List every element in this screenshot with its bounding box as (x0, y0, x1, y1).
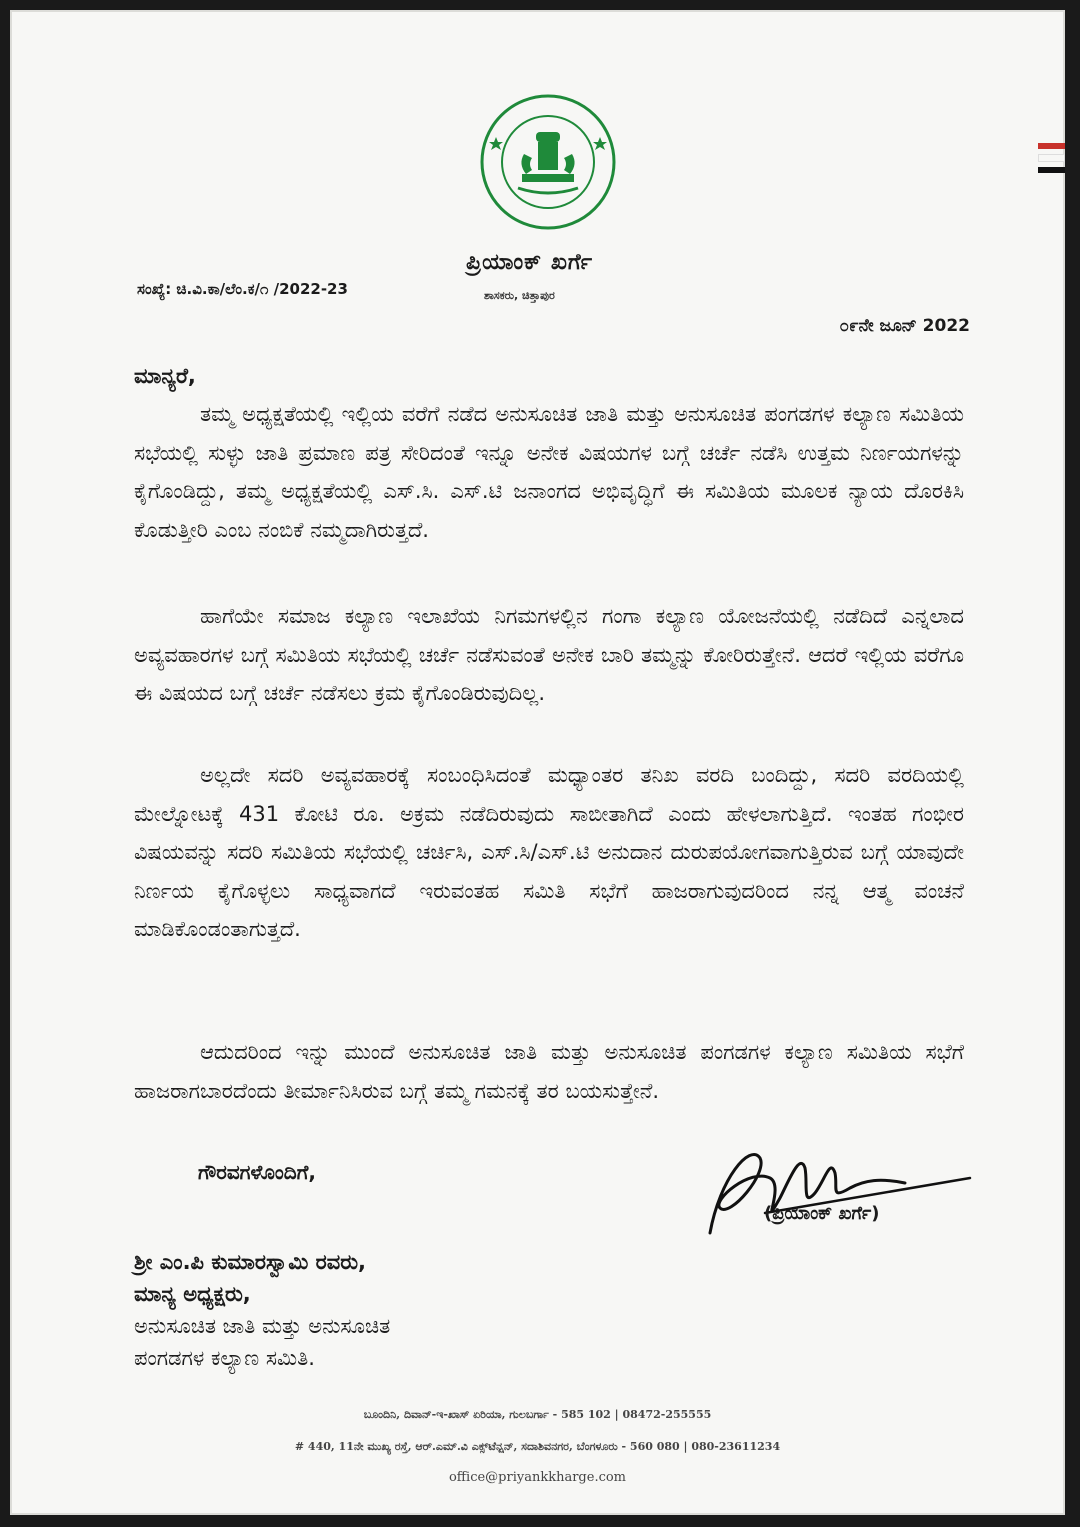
letter-page (10, 10, 1065, 1515)
assembly-emblem-icon (478, 92, 618, 232)
addressee-line: ಮಾನ್ಯ ಅಧ್ಯಕ್ಷರು, (134, 1282, 251, 1306)
addressee-line: ಶ್ರೀ ಎಂ.ಪಿ ಕುಮಾರಸ್ವಾಮಿ ರವರು, (134, 1250, 367, 1274)
footer-address-2: # 440, 11ನೇ ಮುಖ್ಯ ರಸ್ತೆ, ಆರ್.ಎಮ್.ವಿ ಎಕ್ಸ್‌ಟೆನ್ಷನ್, ಸದಾಶಿವನಗರ, ಬೆಂಗಳೂರು - 560 080 | 080-23611234 (294, 1440, 781, 1453)
closing-line: ಗೌರವಗಳೊಂದಿಗೆ, (198, 1160, 316, 1184)
letter-date: ೦೯ನೇ ಜೂನ್ 2022 (839, 316, 970, 336)
body-paragraph-3: ಅಲ್ಲದೇ ಸದರಿ ಅವ್ಯವಹಾರಕ್ಕೆ ಸಂಬಂಧಿಸಿದಂತೆ ಮಧ್ಯಾಂತರ ತನಿಖ ವರದಿ ಬಂದಿದ್ದು, ಸದರಿ ವರದಿಯಲ್ಲಿ ಮೇಲ್ನೋಟಕ್ಕೆ 431 ಕೋಟಿ ರೂ. ಅಕ್ರಮ ನಡೆದಿರುವುದು ಸಾಬೀತಾಗಿದೆ ಎಂದು ಹೇಳಲಾಗುತ್ತಿದೆ. ಇಂತಹ ಗಂಭೀರ ವಿಷಯವನ್ನು ಸದರಿ ಸಮಿತಿಯ ಸಭೆಯಲ್ಲಿ ಚರ್ಚಿಸಿ, ಎಸ್.ಸಿ/ಎಸ್.ಟಿ ಅನುದಾನ ದುರುಪಯೋಗವಾಗುತ್ತಿರುವ ಬಗ್ಗೆ ಯಾವುದೇ ನಿರ್ಣಯ ಕೈಗೊಳ್ಳಲು ಸಾಧ್ಯವಾಗದೆ ಇರುವಂತಹ ಸಮಿತಿ ಸಭೆಗೆ ಹಾಜರಾಗುವುದರಿಂದ ನನ್ನ ಆತ್ಮ ವಂಚನೆ ಮಾಡಿಕೊಂಡಂತಾಗುತ್ತದೆ. (134, 763, 964, 941)
letterhead-name: ಪ್ರಿಯಾಂಕ್ ಖರ್ಗೆ (466, 250, 594, 275)
body-paragraph-4: ಆದುದರಿಂದ ಇನ್ನು ಮುಂದೆ ಅನುಸೂಚಿತ ಜಾತಿ ಮತ್ತು ಅನುಸೂಚಿತ ಪಂಗಡಗಳ ಕಲ್ಯಾಣ ಸಮಿತಿಯ ಸಭೆಗೆ ಹಾಜರಾಗಬಾರದೆಂದು ತೀರ್ಮಾನಿಸಿರುವ ಬಗ್ಗೆ ತಮ್ಮ ಗಮನಕ್ಕೆ ತರ ಬಯಸುತ್ತೇನೆ. (134, 1040, 964, 1103)
footer-email: office@priyankkharge.com (448, 1470, 627, 1485)
addressee-block (134, 1246, 390, 1374)
body-paragraph-1: ತಮ್ಮ ಅಧ್ಯಕ್ಷತೆಯಲ್ಲಿ ಇಲ್ಲಿಯ ವರೆಗೆ ನಡೆದ ಅನುಸೂಚಿತ ಜಾತಿ ಮತ್ತು ಅನುಸೂಚಿತ ಪಂಗಡಗಳ ಕಲ್ಯಾಣ ಸಮಿತಿಯ ಸಭೆಯಲ್ಲಿ ಸುಳ್ಳು ಜಾತಿ ಪ್ರಮಾಣ ಪತ್ರ ಸೇರಿದಂತೆ ಇನ್ನೂ ಅನೇಕ ವಿಷಯಗಳ ಬಗ್ಗೆ ಚರ್ಚೆ ನಡೆಸಿ ಉತ್ತಮ ನಿರ್ಣಯಗಳನ್ನು ಕೈಗೊಂಡಿದ್ದು, ತಮ್ಮ ಅಧ್ಯಕ್ಷತೆಯಲ್ಲಿ ಎಸ್.ಸಿ. ಎಸ್.ಟಿ ಜನಾಂಗದ ಅಭಿವೃದ್ಧಿಗೆ ಈ ಸಮಿತಿಯ ಮೂಲಕ ನ್ಯಾಯ ದೊರಕಿಸಿ ಕೊಡುತ್ತೀರಿ ಎಂಬ ನಂಬಿಕೆ ನಮ್ಮದಾಗಿರುತ್ತದೆ. (134, 402, 964, 542)
signature-name: (ಪ್ರಿಯಾಂಕ್ ಖರ್ಗೆ) (764, 1203, 880, 1224)
signature-icon (690, 1138, 980, 1243)
flag-icon (1038, 143, 1065, 178)
letterhead-subtitle: ಶಾಸಕರು, ಚಿತ್ತಾಪುರ (484, 289, 555, 302)
reference-number: ಸಂಖ್ಯೆ: ಚಿ.ವಿ.ಕಾ/ಲೆಂ.ಕ/೧ /2022-23 (137, 280, 348, 298)
addressee-line: ಅನುಸೂಚಿತ ಜಾತಿ ಮತ್ತು ಅನುಸೂಚಿತ (134, 1314, 391, 1338)
addressee-line: ಪಂಗಡಗಳ ಕಲ್ಯಾಣ ಸಮಿತಿ. (134, 1346, 315, 1370)
footer-address-1: ಬೂಂದಿನಿ, ದಿವಾನ್-ಇ-ಖಾಸ್ ಏರಿಯಾ, ಗುಲಬರ್ಗಾ - 585 102 | 08472-255555 (363, 1408, 712, 1421)
body-paragraph-2: ಹಾಗೆಯೇ ಸಮಾಜ ಕಲ್ಯಾಣ ಇಲಾಖೆಯ ನಿಗಮಗಳಲ್ಲಿನ ಗಂಗಾ ಕಲ್ಯಾಣ ಯೋಜನೆಯಲ್ಲಿ ನಡೆದಿದೆ ಎನ್ನಲಾದ ಅವ್ಯವಹಾರಗಳ ಬಗ್ಗೆ ಸಮಿತಿಯ ಸಭೆಯಲ್ಲಿ ಚರ್ಚೆ ನಡೆಸುವಂತೆ ಅನೇಕ ಬಾರಿ ತಮ್ಮನ್ನು ಕೋರಿರುತ್ತೇನೆ. ಆದರೆ ಇಲ್ಲಿಯ ವರೆಗೂ ಈ ವಿಷಯದ ಬಗ್ಗೆ ಚರ್ಚೆ ನಡೆಸಲು ಕ್ರಮ ಕೈಗೊಂಡಿರುವುದಿಲ್ಲ. (134, 604, 964, 705)
salutation: ಮಾನ್ಯರೆ, (134, 364, 196, 388)
